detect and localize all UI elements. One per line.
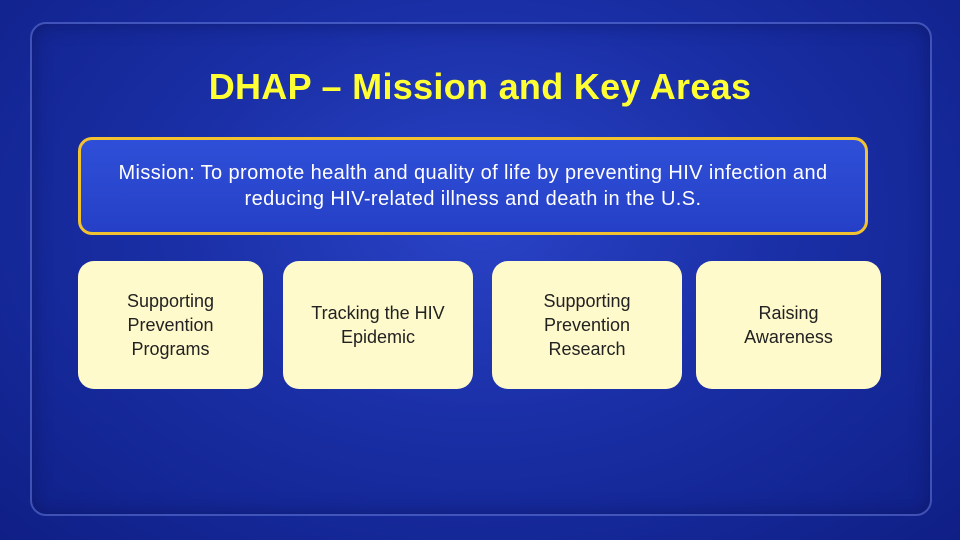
mission-statement: Mission: To promote health and quality of life by preventing HIV infection and reducing HIV-related illness and death in the U.S. [118,162,828,210]
slide-title: DHAP – Mission and Key Areas [208,66,752,107]
key-area-label: Supporting Prevention Research [543,291,631,359]
mission-box [78,137,868,235]
key-area-raising-awareness [696,261,881,389]
key-area-supporting-prevention-research [492,261,682,389]
key-area-label: Raising Awareness [744,303,833,347]
key-area-tracking-hiv-epidemic [283,261,473,389]
key-area-label: Supporting Prevention Programs [126,291,215,359]
key-area-supporting-prevention-programs [78,261,263,389]
key-area-label: Tracking the HIV Epidemic [311,303,445,347]
